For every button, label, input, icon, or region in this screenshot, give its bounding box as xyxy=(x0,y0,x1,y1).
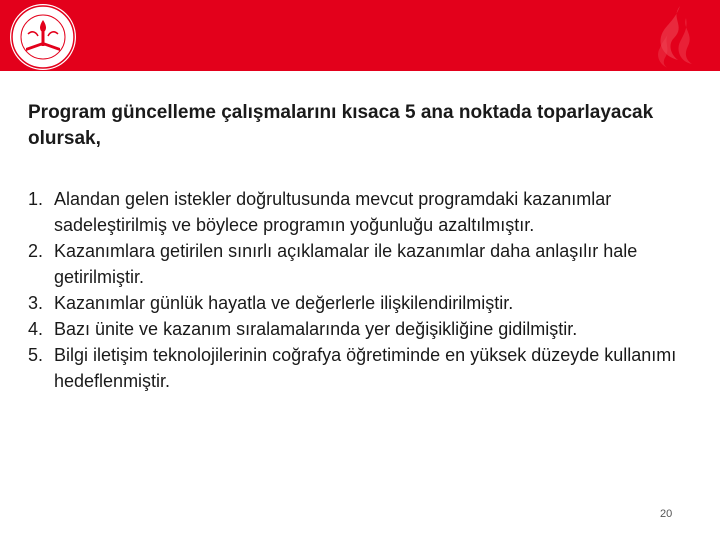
list-item xyxy=(28,238,708,290)
slide-body xyxy=(28,100,708,394)
list-number: 1. xyxy=(28,189,44,209)
list-text: Bilgi iletişim teknolojilerinin coğrafya öğretiminde en yüksek düzeyde kullanımı hedeflenmiştir. xyxy=(54,345,677,391)
list-number: 3. xyxy=(28,293,44,313)
list-item xyxy=(28,342,708,394)
list-item xyxy=(28,186,708,238)
list-item xyxy=(28,290,708,316)
list-number: 4. xyxy=(28,319,44,339)
intro-heading: Program güncelleme çalışmalarını kısaca 5 ana noktada toparlayacak olursak, xyxy=(28,102,654,149)
list-item xyxy=(28,316,708,342)
key-points-list xyxy=(28,186,708,394)
list-text: Kazanımlara getirilen sınırlı açıklamalar ile kazanımlar daha anlaşılır hale getirilmiştir. xyxy=(54,241,638,287)
list-text: Alandan gelen istekler doğrultusunda mevcut programdaki kazanımlar sadeleştirilmiş ve böylece programın yoğunluğu azaltılmıştır. xyxy=(54,189,612,235)
header-band xyxy=(0,0,720,71)
list-text: Kazanımlar günlük hayatla ve değerlerle ilişkilendirilmiştir. xyxy=(54,293,514,313)
flame-watermark-icon xyxy=(640,4,710,68)
page-number: 20 xyxy=(660,508,673,520)
ministry-logo xyxy=(8,2,78,72)
list-text: Bazı ünite ve kazanım sıralamalarında yer değişikliğine gidilmiştir. xyxy=(54,319,578,339)
list-number: 2. xyxy=(28,241,44,261)
list-number: 5. xyxy=(28,345,44,365)
